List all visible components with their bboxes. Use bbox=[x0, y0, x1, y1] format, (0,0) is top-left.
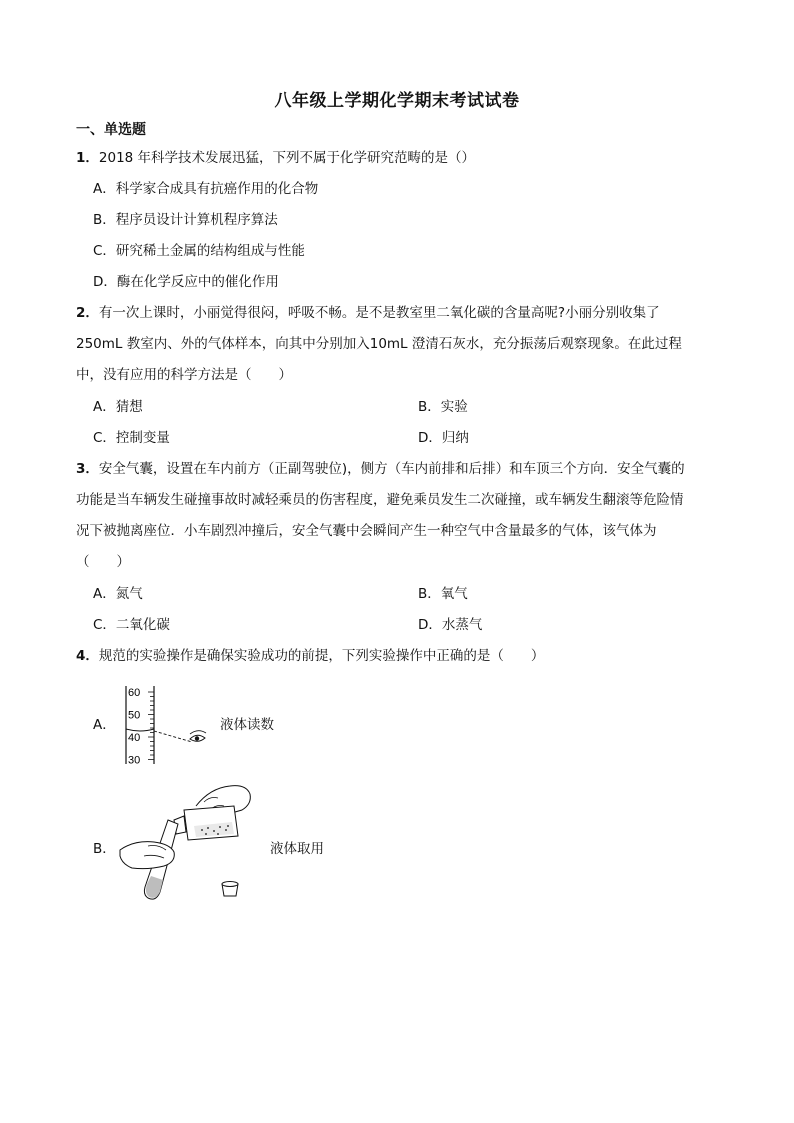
q1-option-a: A．科学家合成具有抗癌作用的化合物 bbox=[93, 181, 319, 197]
q1-option-b: B．程序员设计计算机程序算法 bbox=[93, 212, 278, 228]
question-3 bbox=[76, 457, 685, 477]
q3-option-b: B．氧气 bbox=[418, 586, 468, 602]
liquid-pouring-figure bbox=[118, 780, 258, 906]
question-stem: 2018 年科学技术发展迅猛，下列不属于化学研究范畴的是（） bbox=[98, 150, 476, 166]
question-stem-line-1: 安全气囊，设置在车内前方（正副驾驶位)，侧方（车内前排和后排）和车顶三个方向．安全气囊的 bbox=[98, 461, 685, 477]
tick-label: 60 bbox=[128, 687, 141, 699]
tick-label: 50 bbox=[128, 709, 141, 722]
cylinder-reading-figure bbox=[118, 684, 210, 768]
tick-label: 40 bbox=[128, 732, 141, 744]
question-stem-line-1: 有一次上课时，小丽觉得很闷，呼吸不畅。是不是教室里二氧化碳的含量高呢?小丽分别收集了 bbox=[98, 305, 660, 321]
question-number: 1． bbox=[76, 150, 99, 166]
reagent-bottle-icon bbox=[174, 806, 238, 840]
question-2 bbox=[76, 301, 660, 321]
question-1 bbox=[76, 146, 475, 166]
q1-option-c: C．研究稀土金属的结构组成与性能 bbox=[93, 243, 305, 259]
q4-option-b-caption: 液体取用 bbox=[270, 841, 324, 857]
q3-option-a: A．氮气 bbox=[93, 586, 143, 602]
exam-title: 八年级上学期化学期末考试试卷 bbox=[274, 91, 520, 111]
question-stem: 规范的实验操作是确保实验成功的前提，下列实验操作中正确的是（ ） bbox=[98, 648, 545, 664]
question-stem-line-3: 况下被抛离座位．小车剧烈冲撞后，安全气囊中会瞬间产生一种空气中含量最多的气体，该气体为 bbox=[76, 523, 657, 539]
q1-option-d: D．酶在化学反应中的催化作用 bbox=[93, 274, 279, 290]
q4-option-b-label: B． bbox=[93, 841, 116, 857]
q2-option-a: A．猜想 bbox=[93, 399, 143, 415]
question-number: 2． bbox=[76, 305, 99, 321]
question-4 bbox=[76, 644, 544, 664]
q3-option-d: D．水蒸气 bbox=[418, 617, 483, 633]
q4-option-a-caption: 液体读数 bbox=[220, 717, 274, 733]
q4-option-a-label: A． bbox=[93, 717, 116, 733]
stopper-icon bbox=[222, 882, 238, 897]
tick-label: 30 bbox=[128, 754, 141, 767]
q2-option-c: C．控制变量 bbox=[93, 430, 170, 446]
question-number: 4． bbox=[76, 648, 99, 664]
q3-option-c: C．二氧化碳 bbox=[93, 617, 170, 633]
question-stem-line-4: （ ） bbox=[76, 554, 130, 570]
q2-option-d: D．归纳 bbox=[418, 430, 469, 446]
question-stem-line-3: 中，没有应用的科学方法是（ ） bbox=[76, 367, 292, 383]
question-stem-line-2: 功能是当车辆发生碰撞事故时减轻乘员的伤害程度，避免乘员发生二次碰撞，或车辆发生翻滚等危险情 bbox=[76, 492, 684, 508]
question-stem-line-2: 250mL 教室内、外的气体样本，向其中分别加入10mL 澄清石灰水，充分振荡后观察现象。在此过程 bbox=[76, 336, 682, 352]
eye-icon bbox=[190, 731, 206, 742]
section-heading: 一、单选题 bbox=[76, 122, 146, 138]
question-number: 3． bbox=[76, 461, 99, 477]
q2-option-b: B．实验 bbox=[418, 399, 468, 415]
hand-icon bbox=[120, 842, 174, 869]
